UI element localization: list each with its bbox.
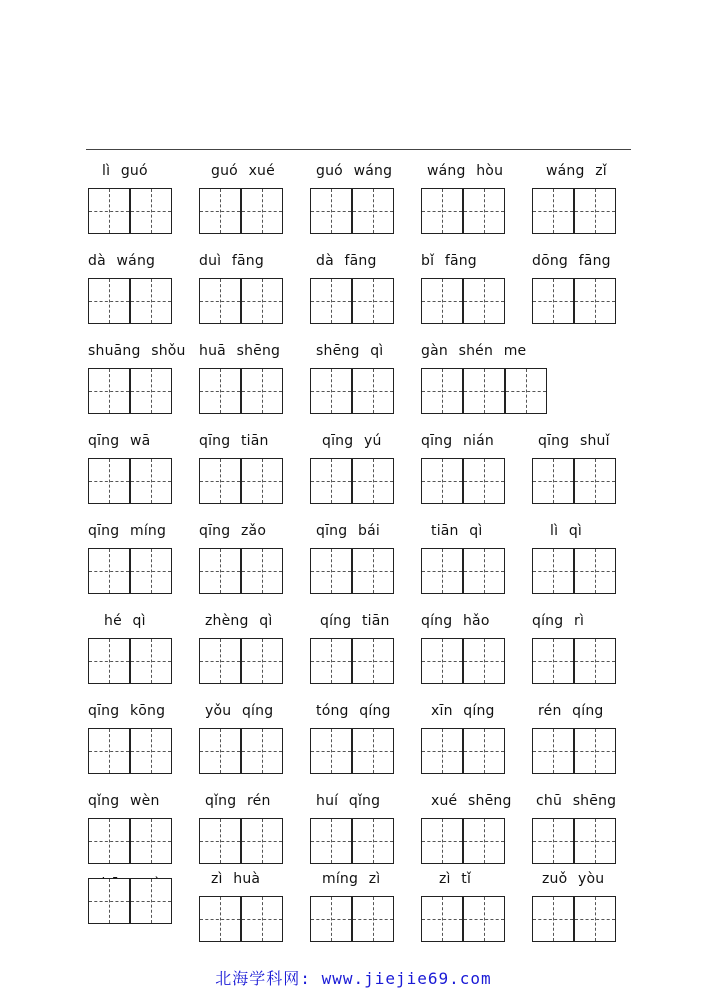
pinyin-label: duì fāng [199,253,264,269]
tian-zi-cell[interactable] [241,638,283,684]
tian-zi-cell[interactable] [199,638,241,684]
tian-zi-cell[interactable] [352,638,394,684]
tian-zi-cell[interactable] [241,728,283,774]
pinyin-label: xīn qíng [431,703,495,719]
pinyin-label: wáng zǐ [546,163,607,179]
pinyin-label: qīng nián [421,433,495,449]
tian-zi-cell[interactable] [130,368,172,414]
pinyin-label: shēng qì [316,343,384,359]
tian-zi-cell[interactable] [199,818,241,864]
tian-zi-cell[interactable] [310,458,352,504]
tian-zi-cell[interactable] [532,548,574,594]
tian-zi-cell[interactable] [421,278,463,324]
tian-zi-cell[interactable] [310,278,352,324]
tian-zi-cell[interactable] [421,368,463,414]
pinyin-label: qǐng wèn [88,793,160,809]
pinyin-label: qīng tiān [199,433,269,449]
tian-zi-cell[interactable] [199,458,241,504]
tian-zi-cell[interactable] [88,368,130,414]
tian-zi-cell[interactable] [310,896,352,942]
pinyin-label: tiān qì [431,523,483,539]
tian-zi-cell[interactable] [463,548,505,594]
tian-zi-cell[interactable] [421,188,463,234]
tian-zi-cell[interactable] [88,278,130,324]
tian-zi-cell[interactable] [241,548,283,594]
pinyin-label: qīng zǎo [199,523,267,539]
tian-zi-cell[interactable] [532,896,574,942]
tian-zi-cell[interactable] [574,638,616,684]
pinyin-label: rén qíng [538,703,604,719]
pinyin-label: huā shēng [199,343,281,359]
tian-zi-cell[interactable] [463,896,505,942]
tian-zi-cell[interactable] [463,278,505,324]
tian-zi-cell[interactable] [310,368,352,414]
tian-zi-cell[interactable] [421,818,463,864]
tian-zi-cell[interactable] [574,188,616,234]
tian-zi-cell[interactable] [130,188,172,234]
tian-zi-cell[interactable] [199,188,241,234]
pinyin-label: chū shēng [536,793,617,809]
tian-zi-cell[interactable] [352,278,394,324]
pinyin-label: huí qǐng [316,793,381,809]
tian-zi-cell[interactable] [352,458,394,504]
tian-zi-cell[interactable] [199,548,241,594]
pinyin-label: dōng fāng [532,253,611,269]
tian-zi-cell[interactable] [88,638,130,684]
pinyin-label: qíng rì [532,613,585,629]
tian-zi-cell[interactable] [241,188,283,234]
tian-zi-cell[interactable] [352,188,394,234]
pinyin-label: qīng yú [322,433,382,449]
tian-zi-cell[interactable] [88,878,130,924]
tian-zi-cell[interactable] [532,458,574,504]
pinyin-label: míng zì [322,871,381,887]
pinyin-label: guó wáng [316,163,393,179]
pinyin-label: wáng hòu [427,163,504,179]
tian-zi-cell[interactable] [352,548,394,594]
pinyin-label: guó xué [211,163,275,179]
tian-zi-cell[interactable] [130,548,172,594]
tian-zi-cell[interactable] [421,548,463,594]
tian-zi-cell[interactable] [88,818,130,864]
tian-zi-cell[interactable] [352,368,394,414]
pinyin-label: qíng tiān [320,613,390,629]
pinyin-label: qíng hǎo [421,613,490,629]
tian-zi-cell[interactable] [310,548,352,594]
tian-zi-cell[interactable] [130,638,172,684]
pinyin-label: dà fāng [316,253,377,269]
tian-zi-cell[interactable] [130,878,172,924]
tian-zi-cell[interactable] [421,896,463,942]
pinyin-label: zì huà [211,871,261,887]
tian-zi-cell[interactable] [199,728,241,774]
tian-zi-cell[interactable] [463,728,505,774]
tian-zi-cell[interactable] [532,188,574,234]
tian-zi-cell[interactable] [310,728,352,774]
tian-zi-cell[interactable] [241,896,283,942]
tian-zi-cell[interactable] [463,638,505,684]
tian-zi-cell[interactable] [463,188,505,234]
pinyin-label: lì qì [550,523,583,539]
pinyin-label: hé qì [104,613,146,629]
pinyin-label: qīng míng [88,523,167,539]
pinyin-label: xué shēng [431,793,512,809]
tian-zi-cell[interactable] [88,728,130,774]
tian-zi-cell[interactable] [199,896,241,942]
pinyin-label: qǐng rén [205,793,271,809]
pinyin-label: zuǒ yòu [542,871,605,887]
tian-zi-cell[interactable] [574,818,616,864]
pinyin-label: qīng shuǐ [538,433,610,449]
tian-zi-cell[interactable] [88,188,130,234]
tian-zi-cell[interactable] [352,728,394,774]
pinyin-label: qīng kōng [88,703,166,719]
pinyin-label: bǐ fāng [421,253,477,269]
tian-zi-cell[interactable] [532,728,574,774]
tian-zi-cell[interactable] [421,638,463,684]
pinyin-label: dà wáng [88,253,156,269]
tian-zi-cell[interactable] [241,458,283,504]
pinyin-label: gàn shén me [421,343,527,359]
tian-zi-cell[interactable] [574,896,616,942]
tian-zi-cell[interactable] [130,818,172,864]
pinyin-label: zhèng qì [205,613,273,629]
pinyin-label: yǒu qíng [205,703,274,719]
pinyin-label: tóng qíng [316,703,391,719]
footer-watermark: 北海学科网: www.jiejie69.com [215,969,492,988]
tian-zi-cell[interactable] [532,818,574,864]
tian-zi-cell[interactable] [241,818,283,864]
tian-zi-cell[interactable] [574,458,616,504]
tian-zi-cell[interactable] [352,818,394,864]
pinyin-label: shuāng shǒu [88,343,186,359]
tian-zi-cell[interactable] [352,896,394,942]
tian-zi-cell[interactable] [421,728,463,774]
pinyin-label: qīng wā [88,433,151,449]
tian-zi-cell[interactable] [130,728,172,774]
tian-zi-cell[interactable] [463,818,505,864]
tian-zi-cell[interactable] [574,728,616,774]
tian-zi-cell[interactable] [463,458,505,504]
tian-zi-cell[interactable] [421,458,463,504]
tian-zi-cell[interactable] [130,458,172,504]
tian-zi-cell[interactable] [574,278,616,324]
tian-zi-cell[interactable] [310,188,352,234]
pinyin-label: lì guó [102,163,148,179]
tian-zi-cell[interactable] [88,458,130,504]
pinyin-label: zì tǐ [439,871,472,887]
tian-zi-cell[interactable] [241,368,283,414]
tian-zi-cell[interactable] [199,368,241,414]
tian-zi-cell[interactable] [310,638,352,684]
tian-zi-cell[interactable] [199,278,241,324]
tian-zi-cell[interactable] [532,638,574,684]
tian-zi-cell[interactable] [532,278,574,324]
pinyin-label: qīng bái [316,523,380,539]
tian-zi-cell[interactable] [505,368,547,414]
tian-zi-cell[interactable] [88,548,130,594]
tian-zi-cell[interactable] [463,368,505,414]
tian-zi-cell[interactable] [130,278,172,324]
tian-zi-cell[interactable] [241,278,283,324]
tian-zi-cell[interactable] [574,548,616,594]
tian-zi-cell[interactable] [310,818,352,864]
